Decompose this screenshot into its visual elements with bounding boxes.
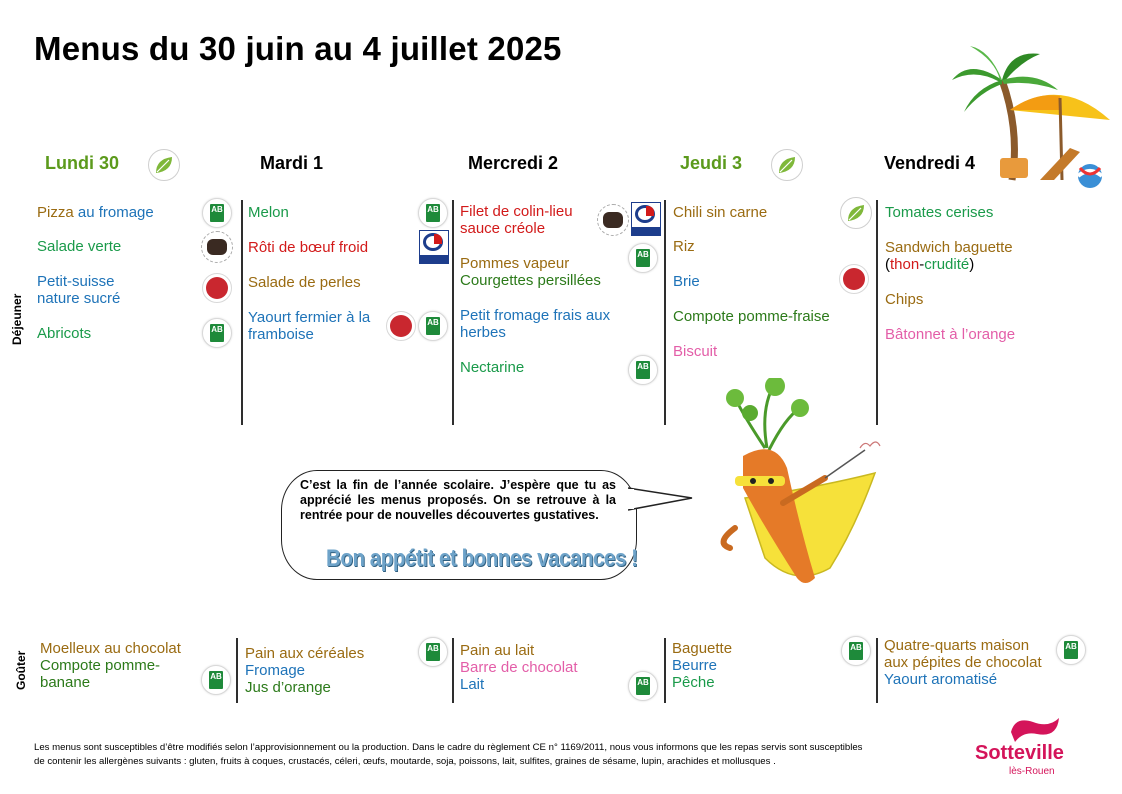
snack-item: Pain au lait Barre de chocolat Lait [460,642,578,693]
local-product-icon [202,273,232,303]
menu-item: Melon [248,204,289,221]
leaf-icon [840,197,872,229]
menu-item: Brie [673,273,700,290]
snack-item: Baguette Beurre Pêche [672,640,733,691]
carrot-superhero-illustration [705,378,890,593]
menu-item: Abricots [37,325,92,342]
meat-origin-icon [597,204,629,236]
menu-item: Pizza au fromage [37,204,154,221]
snack-item: Pain aux céréales Fromage Jus d’orange [245,645,365,696]
menu-item: Riz [673,238,695,255]
day-header-wednesday: Mercredi 2 [468,153,559,173]
day-header-monday: Lundi 30 [45,153,120,173]
menu-item: Petit fromage frais aux herbes [460,307,611,341]
day-header-tuesday: Mardi 1 [260,153,324,173]
column-divider [241,200,243,425]
column-divider [664,200,666,425]
logo-mark-icon [1005,712,1065,744]
organic-ab-icon: AB [202,198,232,228]
leaf-icon [771,149,803,181]
local-product-icon [839,264,869,294]
column-divider [236,638,238,703]
organic-ab-icon: AB [202,318,232,348]
menu-item: Biscuit [673,343,718,360]
menu-item: Tomates cerises [885,204,994,221]
organic-ab-icon: AB [418,198,448,228]
bubble-message: C’est la fin de l’année scolaire. J’espère que tu as apprécié les menus proposés. On se retrouve à la rentrée pour de nouvelles découvertes gustatives. [300,478,616,522]
snack-item: Quatre-quarts maison aux pépites de chocolat Yaourt aromatisé [884,637,1042,688]
column-divider [876,638,878,703]
organic-ab-icon: AB [628,671,658,701]
quality-label-icon [631,202,661,236]
menu-item: Filet de colin-lieu sauce créole [460,203,573,237]
menu-item: Yaourt fermier à la framboise [248,309,371,343]
menu-item: Petit-suisse nature sucré [37,273,121,307]
local-product-icon [386,311,416,341]
menu-item: Nectarine [460,359,525,376]
quality-label-icon [419,230,449,264]
snack-item: Moelleux au chocolat Compote pomme- banane [40,640,181,691]
menu-item: Bâtonnet à l’orange [885,326,1016,343]
organic-ab-icon: AB [201,665,231,695]
organic-ab-icon: AB [628,243,658,273]
column-divider [664,638,666,703]
day-header-friday: Vendredi 4 [884,153,976,173]
menu-item: Chips [885,291,924,308]
page-title: Menus du 30 juin au 4 juillet 2025 [34,30,562,67]
meat-origin-icon [201,231,233,263]
section-label-lunch: Déjeuner [10,293,24,345]
leaf-icon [148,149,180,181]
section-label-snack: Goûter [14,650,28,690]
column-divider [452,638,454,703]
organic-ab-icon: AB [628,355,658,385]
organic-ab-icon: AB [418,637,448,667]
logo-subtitle: lès-Rouen [1009,766,1055,777]
bubble-wishes: Bon appétit et bonnes vacances ! [326,545,638,572]
organic-ab-icon: AB [1056,635,1086,665]
column-divider [452,200,454,425]
menu-item: Salade verte [37,238,122,255]
menu-item: Rôti de bœuf froid [248,239,369,256]
menu-item: Sandwich baguette (thon-crudité) [885,239,1013,273]
menu-item: Chili sin carne [673,204,768,221]
menu-item: Compote pomme-fraise [673,308,830,325]
day-header-thursday: Jeudi 3 [680,153,743,173]
allergen-notice: Les menus sont susceptibles d’être modifiés selon l’approvisionnement ou la production. Dans le cadre du règlement CE n° 1169/2011, nous vous informons que les repas servis sont susceptibles de contenir les allergènes suivants : gluten, fruits à coques, crustacés, céleri, œufs, moutarde, soja, poissons, lait, sulfites, graines de sésame, lupin, arachides et mollusques . [34,742,863,767]
menu-item: Salade de perles [248,274,361,291]
organic-ab-icon: AB [418,311,448,341]
menu-item: Pommes vapeur Courgettes persillées [460,255,601,289]
speech-bubble-tail [628,484,694,514]
organic-ab-icon: AB [841,636,871,666]
logo-name: Sotteville [975,742,1064,764]
